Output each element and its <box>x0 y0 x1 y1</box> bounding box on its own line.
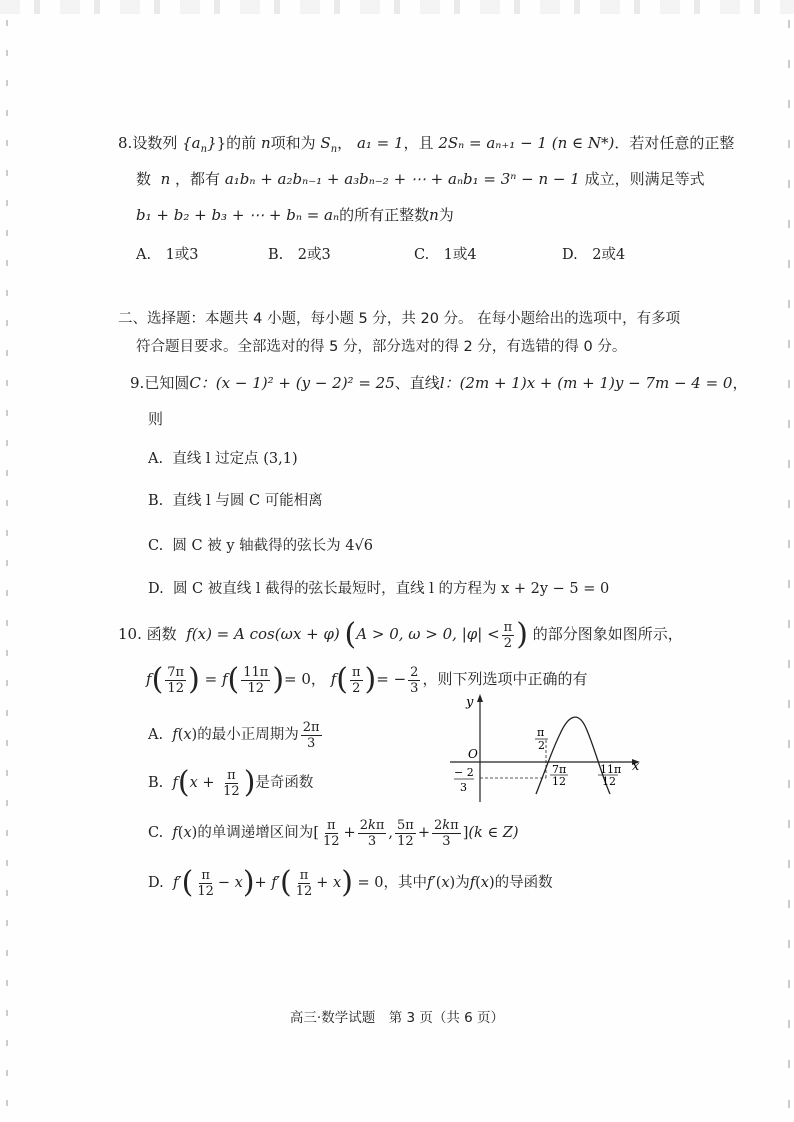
q10-number: 10. <box>118 625 142 643</box>
frac-den: 12 <box>295 883 313 899</box>
frac-pi-2 <box>350 665 363 696</box>
q8-condition: 2Sₙ = aₙ₊₁ − 1 (n ∈ N*) <box>438 134 615 152</box>
q10-text: 的部分图象如图所示， <box>532 625 683 643</box>
tick-pi2-den: 2 <box>538 739 545 752</box>
frac-num: π <box>351 664 361 680</box>
q9-text: 已知圆 <box>144 374 190 392</box>
q8-text: 的所有正整数 <box>339 206 430 224</box>
scan-edge-left <box>6 20 8 1110</box>
q10-option-a[interactable]: A. f(x)的最小正周期为 $\frac{2\pi}{3}$ <box>148 719 320 751</box>
q10-option-c[interactable]: C. f(x)的单调递增区间为[ $\frac{\pi}{12}$ + $\frac{2k\pi}{3}$ , $\frac{5\pi}{12}$ + $\frac{2k\pi}{3}$ ](k ∈ Z) <box>148 817 519 849</box>
q9-option-c[interactable] <box>148 535 373 557</box>
option-label: A. <box>148 727 164 743</box>
q8-sn: $S_n$ <box>320 134 338 155</box>
frac-num: 2π <box>302 719 320 735</box>
frac-den: 12 <box>247 680 265 696</box>
q8-line2 <box>136 168 705 190</box>
option-label: C. <box>148 825 164 841</box>
q8-line3 <box>136 204 454 226</box>
frac-5pi-12 <box>395 818 416 849</box>
frac-den: 3 <box>367 833 377 849</box>
q10-k-domain: (k ∈ Z) <box>468 825 519 841</box>
q8-option-c[interactable]: C. 1或4 <box>414 247 477 263</box>
q10-eq0: = 0， <box>284 670 326 688</box>
q9-option-d[interactable] <box>148 578 609 600</box>
option-text: 为 <box>455 875 470 891</box>
q8-target-eq: b₁ + b₂ + b₃ + ⋯ + bₙ = aₙ <box>136 206 340 224</box>
frac-num: π <box>503 619 513 635</box>
frac-pi-12 <box>294 868 315 899</box>
frac-2kpi-3 <box>432 818 461 849</box>
q10-function-graph <box>440 690 650 805</box>
q9-circle-equation: C：(x − 1)² + (y − 2)² = 25 <box>189 374 395 392</box>
frac-11pi-12 <box>241 665 270 696</box>
q8-text: ，都有 <box>175 170 221 188</box>
option-label: B. <box>148 775 164 791</box>
tick-pi2-num: π <box>537 726 545 739</box>
frac-den: 3 <box>442 833 451 849</box>
origin-label: O <box>468 747 478 761</box>
q9-line-equation: l：(2m + 1)x + (m + 1)y − 7m − 4 = 0 <box>439 374 733 392</box>
frac-den: 3 <box>410 680 419 696</box>
frac-7pi-12 <box>165 665 186 696</box>
q10-option-b[interactable]: B. f(x + $\frac{\pi}{12}$ )是奇函数 <box>148 765 314 800</box>
frac-pi-12 <box>321 818 342 849</box>
q9-option-b[interactable] <box>148 490 323 512</box>
q8-text: ，且 <box>403 134 434 152</box>
option-text: 是奇函数 <box>255 775 314 791</box>
q8-text: 数 <box>136 170 152 188</box>
frac-pi-12 <box>195 868 216 899</box>
q10-option-d[interactable]: D. f′( $\frac{\pi}{12}$ − x)+ f′( $\frac{\pi}{12}$ + x) = 0，其中f′(x)为f(x)的导函数 <box>148 865 553 900</box>
q8-seq-a: {a <box>182 134 201 152</box>
frac-num: π <box>326 817 336 833</box>
q10-pi-over-2 <box>502 620 515 651</box>
q9-number: 9. <box>130 374 145 392</box>
q8-text: }的前 <box>216 134 257 152</box>
option-text: 的导函数 <box>494 875 553 891</box>
q8-a1: a₁ = 1 <box>356 134 404 152</box>
frac-den: 12 <box>397 833 414 849</box>
q8-sum-identity: a₁bₙ + a₂bₙ₋₁ + a₃bₙ₋₂ + ⋯ + aₙb₁ = 3ⁿ − n − 1 <box>224 170 580 188</box>
q9-stem <box>130 372 748 394</box>
scan-artifact-top <box>0 0 794 14</box>
frac-den: 12 <box>197 883 214 899</box>
q9-text: ， <box>732 374 748 392</box>
q8-n: n <box>429 206 439 224</box>
option-text: 圆 C 被 y 轴截得的弦长为 4√6 <box>172 538 373 554</box>
option-label: A. <box>148 451 164 467</box>
option-text: 直线 l 与圆 C 可能相离 <box>172 493 323 509</box>
q10-text: 函数 <box>146 625 177 643</box>
q8-option-a[interactable]: A. 1或3 <box>136 247 199 263</box>
y-axis-label: y <box>466 695 474 710</box>
page-footer: 高三·数学试题 第 3 页（共 6 页） <box>289 1010 505 1026</box>
frac-num: 7π <box>167 664 185 680</box>
frac-num: 2 <box>410 664 419 680</box>
section2-heading-line1: 二、选择题：本题共 4 小题，每小题 5 分，共 20 分。 在每小题给出的选项中，有多项 <box>118 311 681 327</box>
frac-num: π <box>299 867 309 883</box>
q8-text: 为 <box>438 206 454 224</box>
option-text: 直线 l 过定点 (3,1) <box>172 451 298 467</box>
tick-7pi12-den: 12 <box>552 775 566 788</box>
q8-text: 项和为 <box>270 134 316 152</box>
frac-num: π <box>227 767 236 783</box>
q10-function: f(x) = A cos(ωx + φ) <box>186 625 340 643</box>
tick-neg23-num: − 2 <box>454 766 474 779</box>
option-text: ，其中 <box>383 875 428 891</box>
q9-text: 、直线 <box>394 374 440 392</box>
frac-den: 2 <box>352 680 361 696</box>
q8-text: ， <box>337 134 353 152</box>
frac-pi-12 <box>221 768 242 799</box>
q10-condition: A > 0, ω > 0, |φ| < <box>356 625 500 643</box>
q9-option-a[interactable] <box>148 448 298 470</box>
frac-den: 2 <box>503 635 513 651</box>
frac-num: π <box>201 867 210 883</box>
q8-line1 <box>118 132 734 161</box>
tick-11pi12-num: 11π <box>600 763 622 776</box>
tick-7pi12-num: 7π <box>552 763 567 776</box>
q10-line2: f( $\frac{7\pi}{12}$ ) = f( $\frac{11\pi}{12}$ )= 0， f( $\frac{\pi}{2}$ )= − $\frac{2}{3}$ ，则下列选项中正确的有 <box>146 662 588 697</box>
option-label: D. <box>148 581 164 597</box>
frac-2-3 <box>408 665 420 696</box>
frac-den: 3 <box>306 735 316 751</box>
section2-heading-line2: 符合题目要求。全部选对的得 5 分，部分选对的得 2 分，有选错的得 0 分。 <box>136 339 627 355</box>
q8-number: 8. <box>118 134 133 152</box>
q10-neg: = − <box>376 670 407 688</box>
frac-den: 12 <box>322 833 340 849</box>
option-text: 的最小正周期为 <box>197 727 299 743</box>
cosine-curve <box>536 717 610 794</box>
frac-2pi-3 <box>301 720 322 751</box>
q8-n: n <box>160 170 171 188</box>
tick-neg23-den: 3 <box>460 781 467 794</box>
frac-2kpi-3 <box>358 818 387 849</box>
q8-n: n <box>260 134 271 152</box>
q8-option-b[interactable]: B. 2或3 <box>268 247 331 263</box>
option-text: 圆 C 被直线 l 截得的弦长最短时，直线 l 的方程为 x + 2y − 5 = 0 <box>172 581 610 597</box>
frac-den: 12 <box>167 680 184 696</box>
q9-stem-cont: 则 <box>148 410 164 428</box>
frac-num: 11π <box>243 664 269 680</box>
q8-text: 成立，则满足等式 <box>584 170 705 188</box>
tick-11pi12-den: 12 <box>602 775 616 788</box>
x-axis-label: x <box>632 759 640 774</box>
q10-text: ，则下列选项中正确的有 <box>422 670 588 688</box>
y-axis-arrow <box>477 694 483 702</box>
q10-line1: 10. 函数 f(x) = A cos(ωx + φ) (A > 0, ω > 0, |φ| < $\frac{\pi}{2}$ ) 的部分图象如图所示， <box>118 617 683 652</box>
frac-num: 2kπ <box>359 817 385 833</box>
scan-edge-right <box>788 20 790 1110</box>
frac-num: 2kπ <box>434 817 459 833</box>
q8-option-d[interactable]: D. 2或4 <box>562 247 626 263</box>
option-text: 的单调递增区间为 <box>197 825 314 841</box>
q8-seq: $\{a_n\}$ <box>182 134 217 155</box>
option-label: D. <box>148 875 164 891</box>
frac-den: 12 <box>223 783 240 799</box>
frac-num: 5π <box>397 817 414 833</box>
q8-text: ．若对任意的正整 <box>614 134 735 152</box>
q8-text: 设数列 <box>132 134 178 152</box>
option-label: C. <box>148 538 164 554</box>
option-label: B. <box>148 493 164 509</box>
